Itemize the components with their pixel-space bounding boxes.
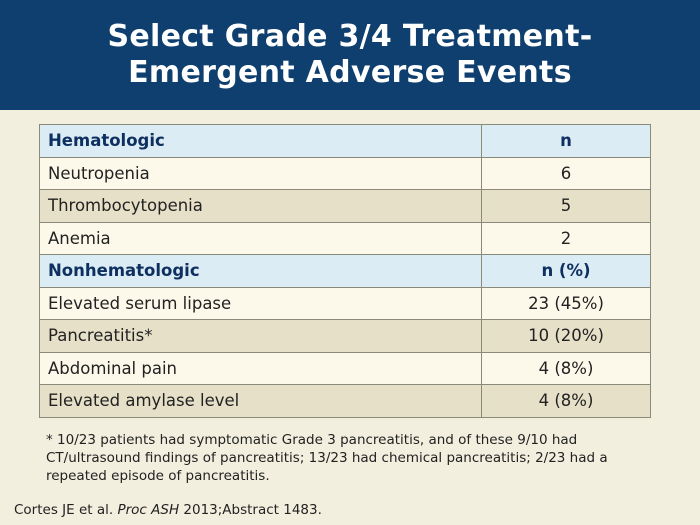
section-header-label: Nonhematologic (40, 255, 482, 288)
slide-header (0, 0, 700, 110)
event-value: 4 (8%) (482, 352, 651, 385)
adverse-events-table (39, 124, 651, 418)
event-value: 2 (482, 222, 651, 255)
citation (14, 502, 322, 518)
table-row (40, 222, 651, 255)
event-value: 4 (8%) (482, 385, 651, 418)
section-column-header: n (%) (482, 255, 651, 288)
adverse-events-table-container (39, 124, 651, 418)
event-label: Elevated serum lipase (40, 287, 482, 320)
section-header-label: Hematologic (40, 125, 482, 158)
event-value: 6 (482, 157, 651, 190)
citation-journal: Proc ASH (117, 502, 180, 518)
table-row (40, 287, 651, 320)
citation-authors: Cortes JE et al. (14, 502, 114, 518)
event-label: Neutropenia (40, 157, 482, 190)
title-line-1: Select Grade 3/4 Treatment- (107, 19, 593, 54)
section-header-row (40, 255, 651, 288)
slide-title (108, 19, 593, 91)
table-row (40, 352, 651, 385)
event-label: Abdominal pain (40, 352, 482, 385)
event-label: Elevated amylase level (40, 385, 482, 418)
title-line-2: Emergent Adverse Events (128, 55, 572, 90)
event-label: Pancreatitis* (40, 320, 482, 353)
event-label: Anemia (40, 222, 482, 255)
section-header-row (40, 125, 651, 158)
footnote: * 10/23 patients had symptomatic Grade 3 pancreatitis, and of these 9/10 had CT/ultrasound findings of pancreatitis; 13/23 had chemical pancreatitis; 2/23 had a repeated episode of pancreatitis. (46, 432, 608, 484)
event-label: Thrombocytopenia (40, 190, 482, 223)
event-value: 23 (45%) (482, 287, 651, 320)
table-row (40, 190, 651, 223)
event-value: 5 (482, 190, 651, 223)
table-row (40, 385, 651, 418)
citation-details: 2013;Abstract 1483. (183, 502, 322, 518)
table-row (40, 157, 651, 190)
section-column-header: n (482, 125, 651, 158)
event-value: 10 (20%) (482, 320, 651, 353)
table-row (40, 320, 651, 353)
